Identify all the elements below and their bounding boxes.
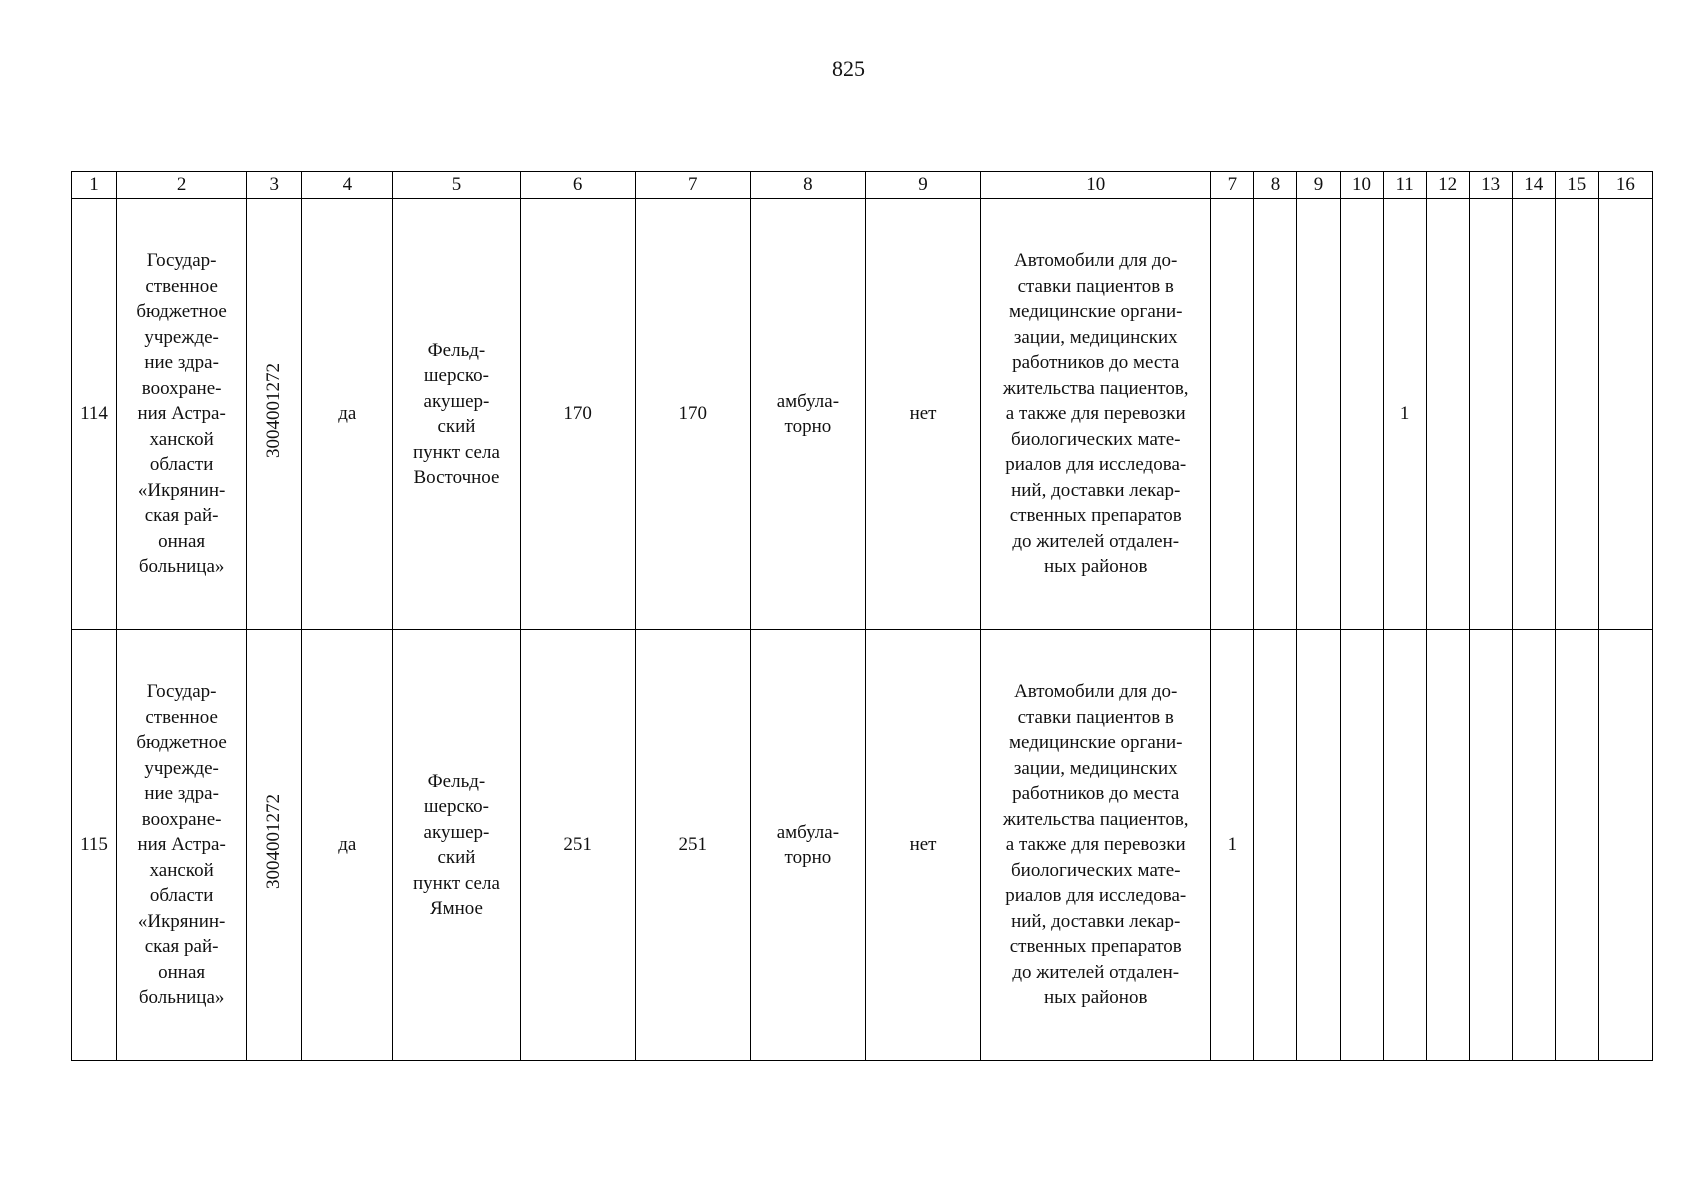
column-number-header: 10 bbox=[981, 172, 1211, 199]
count-cell-16 bbox=[1598, 630, 1652, 1061]
count-cell-13 bbox=[1469, 199, 1512, 630]
table-row bbox=[72, 199, 1653, 630]
vehicle-register-table bbox=[71, 171, 1653, 1061]
count-cell-12 bbox=[1426, 630, 1469, 1061]
count-cell-16 bbox=[1598, 199, 1652, 630]
column-number-header: 9 bbox=[865, 172, 980, 199]
value-7-cell: 251 bbox=[635, 630, 750, 1061]
count-cell-7 bbox=[1211, 199, 1254, 630]
inn-value: 3004001272 bbox=[263, 793, 285, 889]
count-cell-7: 1 bbox=[1211, 630, 1254, 1061]
column-number-header: 8 bbox=[750, 172, 865, 199]
purpose-cell: Автомобили для до- ставки пациентов в медицинские органи- зации, медицинских работников до места жительства пациентов, а также для перевозки биологических мате- риалов для исследова- ний, доставки лекар- ственных препаратов до жителей отдален- ных районов bbox=[981, 199, 1211, 630]
column-number-header: 12 bbox=[1426, 172, 1469, 199]
count-cell-10 bbox=[1340, 630, 1383, 1061]
organization-cell: Государ- ственное бюджетное учрежде- ние здра- воохране- ния Астра- ханской области «Икрянин- ская рай- онная больница» bbox=[117, 630, 247, 1061]
care-mode-cell: амбула- торно bbox=[750, 630, 865, 1061]
column-number-header: 2 bbox=[117, 172, 247, 199]
column-number-header: 9 bbox=[1297, 172, 1340, 199]
count-cell-10 bbox=[1340, 199, 1383, 630]
row-number-cell: 115 bbox=[72, 630, 117, 1061]
count-cell-15 bbox=[1555, 199, 1598, 630]
unit-name-cell: Фельд- шерско- акушер- ский пункт села Ямное bbox=[393, 630, 520, 1061]
column-number-header: 10 bbox=[1340, 172, 1383, 199]
count-cell-12 bbox=[1426, 199, 1469, 630]
column-number-header: 11 bbox=[1383, 172, 1426, 199]
column-number-header: 7 bbox=[635, 172, 750, 199]
value-9-cell: нет bbox=[865, 630, 980, 1061]
column-number-header: 13 bbox=[1469, 172, 1512, 199]
count-cell-9 bbox=[1297, 630, 1340, 1061]
inn-cell bbox=[247, 199, 302, 630]
care-mode-cell: амбула- торно bbox=[750, 199, 865, 630]
value-9-cell: нет bbox=[865, 199, 980, 630]
table-row bbox=[72, 630, 1653, 1061]
row-number-cell: 114 bbox=[72, 199, 117, 630]
count-cell-13 bbox=[1469, 630, 1512, 1061]
column-number-header: 5 bbox=[393, 172, 520, 199]
column-number-header: 7 bbox=[1211, 172, 1254, 199]
value-6-cell: 170 bbox=[520, 199, 635, 630]
inn-value: 3004001272 bbox=[263, 362, 285, 458]
organization-cell: Государ- ственное бюджетное учрежде- ние здра- воохране- ния Астра- ханской области «Икрянин- ская рай- онная больница» bbox=[117, 199, 247, 630]
value-6-cell: 251 bbox=[520, 630, 635, 1061]
column-number-header: 3 bbox=[247, 172, 302, 199]
count-cell-15 bbox=[1555, 630, 1598, 1061]
column-number-header: 15 bbox=[1555, 172, 1598, 199]
flag-cell: да bbox=[302, 199, 393, 630]
column-number-header: 4 bbox=[302, 172, 393, 199]
column-number-header: 6 bbox=[520, 172, 635, 199]
count-cell-14 bbox=[1512, 199, 1555, 630]
column-number-header: 14 bbox=[1512, 172, 1555, 199]
count-cell-9 bbox=[1297, 199, 1340, 630]
column-number-header: 16 bbox=[1598, 172, 1652, 199]
count-cell-11: 1 bbox=[1383, 199, 1426, 630]
count-cell-8 bbox=[1254, 630, 1297, 1061]
column-number-row bbox=[72, 172, 1653, 199]
count-cell-8 bbox=[1254, 199, 1297, 630]
flag-cell: да bbox=[302, 630, 393, 1061]
unit-name-cell: Фельд- шерско- акушер- ский пункт села Восточное bbox=[393, 199, 520, 630]
count-cell-11 bbox=[1383, 630, 1426, 1061]
inn-cell bbox=[247, 630, 302, 1061]
column-number-header: 8 bbox=[1254, 172, 1297, 199]
value-7-cell: 170 bbox=[635, 199, 750, 630]
purpose-cell: Автомобили для до- ставки пациентов в медицинские органи- зации, медицинских работников до места жительства пациентов, а также для перевозки биологических мате- риалов для исследова- ний, доставки лекар- ственных препаратов до жителей отдален- ных районов bbox=[981, 630, 1211, 1061]
count-cell-14 bbox=[1512, 630, 1555, 1061]
page-number: 825 bbox=[832, 56, 865, 81]
column-number-header: 1 bbox=[72, 172, 117, 199]
